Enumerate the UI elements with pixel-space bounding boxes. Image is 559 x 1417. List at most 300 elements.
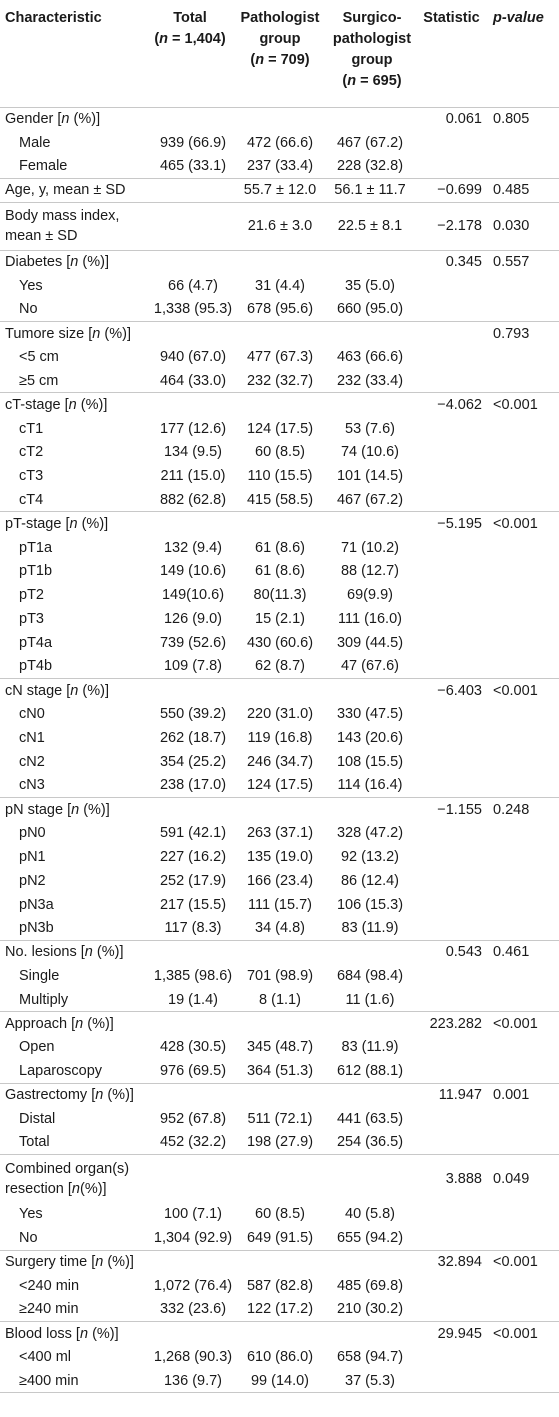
cell-total: 177 (12.6) — [159, 420, 227, 437]
cell-total: 739 (52.6) — [159, 634, 227, 651]
cell-total: 976 (69.5) — [159, 1062, 227, 1079]
cell-pathologist: 111 (15.7) — [248, 896, 312, 913]
row-label: No. lesions [n (%)] — [0, 940, 146, 964]
cell-p-value — [485, 1035, 559, 1059]
cell-total: 19 (1.4) — [168, 991, 218, 1008]
table-row — [0, 1107, 559, 1131]
cell-p-value — [485, 869, 559, 893]
cell-p-value — [485, 893, 559, 917]
table-row — [0, 1321, 559, 1345]
cell-p-value: 0.793 — [485, 322, 559, 346]
cell-surgico-pathologist — [326, 393, 418, 417]
cell-statistic — [418, 1035, 485, 1059]
row-label: Female — [19, 158, 68, 175]
cell-statistic — [418, 1226, 485, 1250]
cell-statistic — [418, 774, 485, 798]
cell-total: 591 (42.1) — [159, 825, 227, 842]
cell-total — [146, 393, 234, 417]
cell-p-value — [485, 821, 559, 845]
header-label: group — [351, 52, 393, 68]
cell-surgico-pathologist: 22.5 ± 8.1 — [326, 202, 418, 250]
cell-surgico-pathologist: 40 (5.8) — [345, 1206, 395, 1223]
row-label: Diabetes [n (%)] — [0, 250, 146, 274]
cell-p-value — [485, 298, 559, 322]
row-label: pT2 — [19, 587, 44, 604]
table-row — [0, 655, 559, 679]
table-row — [0, 345, 559, 369]
table-row — [0, 821, 559, 845]
cell-pathologist: 99 (14.0) — [234, 1369, 326, 1393]
cell-p-value — [485, 1274, 559, 1298]
cell-pathologist: 110 (15.5) — [247, 468, 313, 485]
cell-p-value: <0.001 — [485, 1012, 559, 1036]
header-n: (n = 709) — [250, 52, 310, 68]
cell-statistic: −4.062 — [418, 393, 485, 417]
row-label: pN stage [n (%)] — [0, 798, 146, 822]
table-row — [0, 702, 559, 726]
header-statistic — [418, 0, 485, 107]
cell-surgico-pathologist: 467 (67.2) — [336, 134, 404, 151]
header-characteristic — [0, 0, 146, 107]
cell-p-value — [485, 917, 559, 941]
cell-p-value — [485, 560, 559, 584]
cell-p-value — [485, 1059, 559, 1083]
table-row — [0, 583, 559, 607]
table-row — [0, 298, 559, 322]
table-row — [0, 893, 559, 917]
cell-total: 136 (9.7) — [146, 1369, 234, 1393]
cell-surgico-pathologist: 612 (88.1) — [336, 1062, 404, 1079]
cell-statistic: 0.061 — [445, 111, 482, 128]
cell-statistic — [418, 631, 485, 655]
cell-pathologist: 62 (8.7) — [255, 658, 305, 675]
cell-pathologist: 511 (72.1) — [247, 1110, 313, 1127]
cell-pathologist: 587 (82.8) — [246, 1277, 314, 1294]
row-label: Male — [19, 134, 51, 151]
cell-total: 1,385 (98.6) — [153, 967, 233, 984]
cell-p-value — [485, 464, 559, 488]
table-row — [0, 512, 559, 536]
table-row — [0, 560, 559, 584]
row-label: <240 min — [19, 1277, 80, 1294]
cell-statistic: 0.543 — [418, 940, 485, 964]
cell-statistic — [418, 607, 485, 631]
cell-statistic — [418, 298, 485, 322]
table-row — [0, 1059, 559, 1083]
cell-pathologist: 124 (17.5) — [246, 420, 314, 437]
row-label: cN1 — [19, 730, 45, 747]
cell-pathologist — [234, 512, 326, 536]
cell-statistic — [418, 750, 485, 774]
cell-surgico-pathologist: 101 (14.5) — [336, 468, 404, 485]
cell-surgico-pathologist: 114 (16.4) — [337, 777, 403, 794]
table-row — [0, 940, 559, 964]
cell-p-value — [485, 1369, 559, 1393]
cell-pathologist: 34 (4.8) — [255, 920, 305, 937]
cell-surgico-pathologist: 53 (7.6) — [345, 420, 395, 437]
cell-p-value: <0.001 — [485, 1321, 559, 1345]
cell-pathologist: 345 (48.7) — [246, 1039, 314, 1056]
cell-surgico-pathologist: 309 (44.5) — [336, 634, 404, 651]
cell-total — [146, 798, 234, 822]
cell-p-value — [485, 1345, 559, 1369]
row-label: cN stage [n (%)] — [0, 679, 146, 703]
cell-statistic — [418, 417, 485, 441]
cell-statistic — [418, 464, 485, 488]
cell-pathologist: 80(11.3) — [253, 587, 307, 604]
cell-statistic — [418, 821, 485, 845]
cell-surgico-pathologist — [326, 940, 418, 964]
row-label: Laparoscopy — [19, 1062, 103, 1079]
cell-statistic: −0.699 — [418, 178, 485, 202]
cell-statistic — [418, 131, 485, 155]
cell-pathologist: 232 (32.7) — [246, 372, 314, 389]
table-row — [0, 322, 559, 346]
cell-total: 428 (30.5) — [159, 1039, 227, 1056]
cell-surgico-pathologist: 660 (95.0) — [336, 301, 404, 318]
table-row — [0, 988, 559, 1012]
cell-p-value: 0.030 — [485, 202, 559, 250]
table-row — [0, 107, 559, 131]
cell-statistic — [418, 583, 485, 607]
table-row — [0, 369, 559, 393]
row-label: pT1b — [19, 563, 53, 580]
cell-statistic — [418, 1274, 485, 1298]
row-label: cT-stage [n (%)] — [0, 393, 146, 417]
cell-p-value — [485, 1226, 559, 1250]
cell-surgico-pathologist — [326, 322, 418, 346]
cell-pathologist: 237 (33.4) — [246, 158, 314, 175]
row-label: pT3 — [19, 611, 44, 628]
row-label: Body mass index, mean ± SD — [0, 202, 146, 250]
cell-total: 465 (33.1) — [159, 158, 227, 175]
cell-pathologist: 119 (16.8) — [247, 730, 313, 747]
cell-surgico-pathologist: 467 (67.2) — [336, 491, 404, 508]
cell-pathologist: 21.6 ± 3.0 — [234, 202, 326, 250]
table-row — [0, 1202, 559, 1226]
row-label: cN0 — [19, 706, 45, 723]
table-row — [0, 1345, 559, 1369]
table-row — [0, 1274, 559, 1298]
table-row — [0, 631, 559, 655]
cell-pathologist: 430 (60.6) — [246, 634, 314, 651]
header-label: group — [259, 31, 301, 47]
row-label: pN2 — [19, 872, 46, 889]
cell-surgico-pathologist: 83 (11.9) — [341, 1039, 399, 1056]
cell-surgico-pathologist: 37 (5.3) — [326, 1369, 418, 1393]
table-row — [0, 1298, 559, 1322]
cell-p-value — [485, 369, 559, 393]
row-label: Total — [19, 1134, 50, 1151]
cell-statistic: −2.178 — [418, 202, 485, 250]
cell-surgico-pathologist: 232 (33.4) — [336, 372, 404, 389]
cell-pathologist — [234, 798, 326, 822]
cell-surgico-pathologist: 47 (67.6) — [340, 658, 400, 675]
cell-total — [146, 202, 234, 250]
cell-p-value — [485, 1298, 559, 1322]
cell-surgico-pathologist: 92 (13.2) — [340, 849, 400, 865]
cell-total: 117 (8.3) — [164, 920, 222, 937]
cell-total — [146, 322, 234, 346]
cell-pathologist: 124 (17.5) — [246, 777, 314, 794]
cell-surgico-pathologist: 463 (66.6) — [336, 349, 404, 366]
table-row — [0, 845, 559, 869]
cell-p-value — [485, 274, 559, 298]
cell-statistic — [418, 655, 485, 679]
cell-p-value: 0.461 — [485, 940, 559, 964]
cell-total: 952 (67.8) — [159, 1110, 227, 1127]
cell-total: 109 (7.8) — [163, 658, 223, 675]
cell-pathologist — [234, 250, 326, 274]
cell-surgico-pathologist: 143 (20.6) — [336, 730, 404, 747]
cell-total: 1,072 (76.4) — [153, 1277, 233, 1294]
cell-surgico-pathologist: 86 (12.4) — [340, 872, 400, 889]
cell-statistic — [418, 893, 485, 917]
table-row — [0, 1083, 559, 1107]
cell-p-value: 0.049 — [485, 1154, 559, 1202]
row-label: <400 ml — [19, 1349, 71, 1366]
cell-total — [146, 1154, 234, 1202]
cell-p-value — [485, 607, 559, 631]
row-label: cT2 — [19, 444, 44, 461]
cell-statistic — [418, 1369, 485, 1393]
cell-statistic — [418, 369, 485, 393]
row-label: ≥240 min — [19, 1301, 79, 1318]
cell-p-value: <0.001 — [485, 393, 559, 417]
cell-statistic — [418, 322, 485, 346]
table-row — [0, 679, 559, 703]
cell-surgico-pathologist: 328 (47.2) — [336, 825, 404, 842]
cell-statistic — [418, 964, 485, 988]
cell-pathologist: 246 (34.7) — [246, 753, 314, 770]
table-row — [0, 1154, 559, 1202]
cell-pathologist: 15 (2.1) — [255, 611, 305, 628]
table-row — [0, 1035, 559, 1059]
cell-statistic — [418, 845, 485, 869]
row-label: Gastrectomy [n (%)] — [0, 1083, 146, 1107]
row-label: Age, y, mean ± SD — [0, 178, 146, 202]
cell-total — [146, 178, 234, 202]
table-row — [0, 750, 559, 774]
cell-p-value: <0.001 — [485, 679, 559, 703]
cell-pathologist: 364 (51.3) — [246, 1062, 314, 1079]
cell-statistic — [418, 345, 485, 369]
row-label: cN2 — [19, 753, 45, 770]
cell-p-value — [485, 655, 559, 679]
cell-surgico-pathologist: 11 (1.6) — [345, 991, 395, 1008]
cell-surgico-pathologist: 108 (15.5) — [336, 753, 404, 770]
cell-statistic — [418, 726, 485, 750]
cell-pathologist: 61 (8.6) — [255, 539, 305, 556]
cell-pathologist: 415 (58.5) — [246, 491, 314, 508]
cell-surgico-pathologist — [326, 1321, 418, 1345]
row-label: Combined organ(s) resection [n(%)] — [0, 1154, 146, 1202]
cell-statistic — [418, 1298, 485, 1322]
cell-surgico-pathologist: 485 (69.8) — [336, 1277, 404, 1294]
cell-statistic: 3.888 — [418, 1154, 485, 1202]
header-total — [146, 0, 234, 107]
cell-p-value — [485, 441, 559, 465]
row-label: No — [19, 301, 38, 318]
cell-p-value — [485, 774, 559, 798]
cell-p-value — [485, 1202, 559, 1226]
table-row — [0, 607, 559, 631]
cell-surgico-pathologist — [326, 512, 418, 536]
row-label: pT-stage [n (%)] — [0, 512, 146, 536]
cell-total: 132 (9.4) — [163, 539, 223, 556]
cell-statistic — [418, 869, 485, 893]
cell-total — [146, 1012, 234, 1036]
header-label: p-value — [493, 10, 544, 26]
row-label: pN3b — [19, 920, 54, 937]
cell-pathologist: 166 (23.4) — [246, 872, 314, 889]
cell-pathologist: 220 (31.0) — [246, 706, 314, 723]
header-p-value — [485, 0, 559, 107]
cell-pathologist: 610 (86.0) — [246, 1349, 314, 1366]
cell-p-value: 0.001 — [485, 1083, 559, 1107]
row-label: pN3a — [19, 896, 54, 913]
cell-statistic — [418, 988, 485, 1012]
row-label: Single — [19, 967, 60, 984]
cell-statistic: −6.403 — [418, 679, 485, 703]
cell-p-value: <0.001 — [485, 1250, 559, 1274]
table-row — [0, 1131, 559, 1155]
row-label: <5 cm — [19, 349, 59, 366]
cell-pathologist — [234, 1083, 326, 1107]
cell-p-value: 0.805 — [493, 111, 530, 128]
table-row — [0, 1012, 559, 1036]
table-row — [0, 869, 559, 893]
cell-surgico-pathologist: 88 (12.7) — [340, 563, 400, 580]
table-row — [0, 464, 559, 488]
cell-surgico-pathologist — [326, 107, 418, 131]
cell-statistic — [418, 560, 485, 584]
cell-statistic — [418, 1345, 485, 1369]
cell-pathologist — [234, 107, 326, 131]
cell-statistic: −1.155 — [418, 798, 485, 822]
cell-surgico-pathologist: 658 (94.7) — [336, 1349, 404, 1366]
cell-surgico-pathologist: 254 (36.5) — [336, 1134, 404, 1151]
table-row — [0, 1369, 559, 1393]
row-label: Tumore size [n (%)] — [0, 322, 146, 346]
cell-total: 1,338 (95.3) — [153, 301, 233, 318]
table-row — [0, 202, 559, 250]
cell-pathologist: 122 (17.2) — [246, 1301, 314, 1318]
cell-surgico-pathologist — [326, 1012, 418, 1036]
table-row — [0, 917, 559, 941]
cell-pathologist — [234, 322, 326, 346]
table-row — [0, 274, 559, 298]
cell-total: 66 (4.7) — [168, 277, 218, 294]
cell-p-value: 0.557 — [485, 250, 559, 274]
cell-p-value — [485, 488, 559, 512]
table-row — [0, 250, 559, 274]
cell-pathologist: 31 (4.4) — [255, 277, 305, 294]
cell-p-value — [485, 345, 559, 369]
row-label: Multiply — [19, 991, 69, 1008]
cell-p-value — [485, 1107, 559, 1131]
cell-total: 262 (18.7) — [159, 730, 227, 747]
cell-total — [146, 1321, 234, 1345]
table-row — [0, 155, 559, 179]
row-label: Surgery time [n (%)] — [0, 1250, 146, 1274]
cell-total: 550 (39.2) — [159, 706, 227, 723]
header-label: Pathologist — [240, 10, 320, 26]
table-row — [0, 1226, 559, 1250]
cell-pathologist: 61 (8.6) — [255, 563, 305, 580]
cell-statistic — [418, 274, 485, 298]
cell-surgico-pathologist — [326, 1083, 418, 1107]
cell-pathologist: 198 (27.9) — [246, 1134, 314, 1151]
table-row — [0, 798, 559, 822]
cell-surgico-pathologist: 71 (10.2) — [340, 539, 400, 556]
cell-total: 217 (15.5) — [159, 896, 227, 913]
cell-pathologist: 701 (98.9) — [246, 967, 314, 984]
cell-pathologist: 135 (19.0) — [246, 849, 314, 865]
cell-total — [146, 107, 234, 131]
cell-statistic: 223.282 — [418, 1012, 485, 1036]
cell-surgico-pathologist — [326, 679, 418, 703]
row-label: pN0 — [19, 825, 46, 842]
cell-pathologist — [234, 1154, 326, 1202]
row-label: pT4a — [19, 634, 53, 651]
cell-pathologist: 477 (67.3) — [246, 349, 314, 366]
cell-surgico-pathologist: 441 (63.5) — [336, 1110, 404, 1127]
cell-pathologist: 60 (8.5) — [255, 444, 305, 461]
cell-surgico-pathologist: 74 (10.6) — [340, 444, 400, 461]
cell-p-value — [485, 155, 559, 179]
row-label: pT4b — [19, 658, 53, 675]
cell-statistic — [418, 441, 485, 465]
table-row — [0, 774, 559, 798]
cell-total: 227 (16.2) — [159, 849, 227, 865]
header-row — [0, 0, 559, 107]
cell-p-value — [485, 631, 559, 655]
cell-statistic: 29.945 — [418, 1321, 485, 1345]
cell-total — [146, 1250, 234, 1274]
cell-surgico-pathologist — [326, 798, 418, 822]
cell-surgico-pathologist: 210 (30.2) — [336, 1301, 404, 1318]
cell-surgico-pathologist: 228 (32.8) — [336, 158, 404, 175]
cell-pathologist — [234, 1250, 326, 1274]
header-n: (n = 695) — [342, 73, 402, 89]
cell-pathologist: 649 (91.5) — [246, 1229, 314, 1246]
cell-total: 1,268 (90.3) — [153, 1349, 233, 1366]
row-label: Open — [19, 1039, 55, 1056]
table-row — [0, 536, 559, 560]
cell-total: 332 (23.6) — [159, 1301, 227, 1318]
cell-pathologist: 678 (95.6) — [246, 301, 314, 318]
cell-p-value — [485, 750, 559, 774]
cell-surgico-pathologist: 83 (11.9) — [341, 920, 399, 937]
table-row — [0, 417, 559, 441]
cell-total: 882 (62.8) — [159, 491, 227, 508]
header-label: Characteristic — [5, 10, 102, 26]
cell-pathologist: 472 (66.6) — [246, 134, 314, 151]
cell-pathologist — [234, 940, 326, 964]
cell-total — [146, 1083, 234, 1107]
header-label: Statistic — [423, 10, 480, 26]
row-label: Blood loss [n (%)] — [0, 1321, 146, 1345]
cell-total: 238 (17.0) — [159, 777, 227, 794]
header-label: pathologist — [332, 31, 412, 47]
cell-statistic — [418, 1107, 485, 1131]
cell-total: 149(10.6) — [161, 587, 225, 604]
cell-statistic — [418, 1059, 485, 1083]
cell-total: 940 (67.0) — [159, 349, 227, 366]
cell-p-value — [485, 702, 559, 726]
cell-total: 1,304 (92.9) — [153, 1229, 233, 1246]
